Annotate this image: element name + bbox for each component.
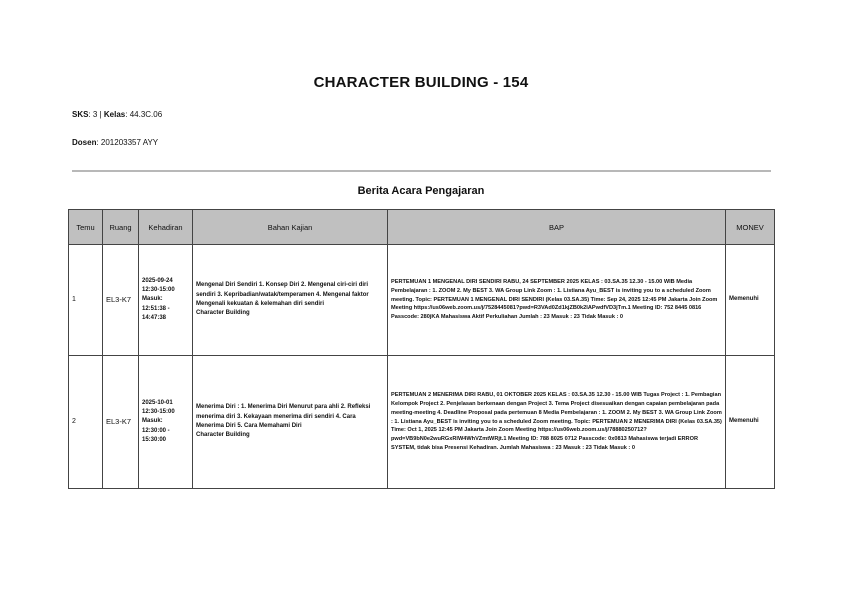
dosen-value: 201203357 AYY [100, 138, 159, 147]
dosen-line: Dosen: 201203357 AYY [72, 138, 159, 147]
kelas-label: Kelas [103, 110, 126, 119]
table-row [69, 245, 775, 356]
bap-table [68, 209, 775, 489]
cell-monev: Memenuhi [726, 245, 775, 356]
cell-bahan-kajian: Menerima Diri : 1. Menerima Diri Menurut para ahli 2. Refleksi menerima diri 3. Kekayaan menerima diri sendiri 4. Cara Menerima Diri 5. Cara Memahami Diri Character Building [193, 356, 388, 489]
column-header-temu: Temu [69, 210, 103, 245]
column-header-bahan-kajian: Bahan Kajian [193, 210, 388, 245]
page-title: CHARACTER BUILDING - 154 [313, 74, 529, 91]
cell-bap: PERTEMUAN 2 MENERIMA DIRI RABU, 01 OKTOBER 2025 KELAS : 03.SA.35 12.30 - 15.00 WIB Tugas Project : 1. Pembagian Kelompok Project 2. Penjelasan berkenaan dengan Project 3. Tema Project disesuaikan dengan capaian pembelajaran pada meeting-meeting 4. Deadline Proposal pada pertemuan 8 Media Pembelajaran : 1. ZOOM 2. My BEST 3. WA Group Link Zoom : 1. Listiana Ayu_BEST is inviting you to a scheduled Zoom meeting. Topic: PERTEMUAN 2 MENERIMA DIRI (Kelas 03.SA.35) Time: Oct 1, 2025 12:45 PM Jakarta Join Zoom Meeting https://us06web.zoom.us/j/78880250712?pwd=VB9bN0e2wuRGxRlW4WhVZmtWRjt.1 Meeting ID: 788 8025 0712 Passcode: 0x0813 Mahasiswa terjadi ERROR SYSTEM, tidak bisa Presensi Kehadiran. Jumlah Mahasiswa : 23 Masuk : 23 Tidak Masuk : 0 [388, 356, 726, 489]
dosen-label: Dosen [72, 138, 97, 147]
cell-bap: PERTEMUAN 1 MENGENAL DIRI SENDIRI RABU, 24 SEPTEMBER 2025 KELAS : 03.SA.35 12.30 - 15.00 WIB Media Pembelajaran : 1. ZOOM 2. My BEST 3. WA Group Link Zoom : 1. Listiana Ayu_BEST is inviting you to a scheduled Zoom meeting. Topic: PERTEMUAN 1 MENGENAL DIRI SENDIRI (Kelas 03.SA.35) Time: Sep 24, 2025 12:45 PM Jakarta Join Zoom Meeting https://us06web.zoom.us/j/7528445081?pwd=R3VAd0Zd1kjZB0k2IAPwdfVD3jTm.1 Meeting ID: 752 8445 0816 Passcode: 280jKA Mahasiswa Aktif Perkuliahan Jumlah : 23 Masuk : 23 Tidak Masuk : 0 [388, 245, 726, 356]
cell-ruang: EL3-K7 [103, 356, 139, 489]
cell-ruang: EL3-K7 [103, 245, 139, 356]
cell-kehadiran: 2025-10-01 12:30-15:00 Masuk: 12:30:00 - 15:30:00 [139, 356, 193, 489]
sks-value: 3 [92, 110, 98, 119]
column-header-monev: MONEV [726, 210, 775, 245]
sks-kelas-line: SKS: 3 | Kelas: 44.3C.06 [72, 110, 163, 119]
cell-temu: 2 [69, 356, 103, 489]
cell-temu: 1 [69, 245, 103, 356]
sks-label: SKS [72, 110, 89, 119]
divider [72, 170, 771, 172]
column-header-ruang: Ruang [103, 210, 139, 245]
kelas-value: 44.3C.06 [129, 110, 163, 119]
section-title: Berita Acara Pengajaran [357, 185, 485, 197]
table-header-row [69, 210, 775, 245]
column-header-kehadiran: Kehadiran [139, 210, 193, 245]
table-row [69, 356, 775, 489]
cell-monev: Memenuhi [726, 356, 775, 489]
cell-bahan-kajian: Mengenal Diri Sendiri 1. Konsep Diri 2. Mengenal ciri-ciri diri sendiri 3. Kepribadian/watak/temperamen 4. Mengenal faktor Mengenali kekuatan & kelemahan diri sendiri Character Building [193, 245, 388, 356]
column-header-bap: BAP [388, 210, 726, 245]
cell-kehadiran: 2025-09-24 12:30-15:00 Masuk: 12:51:38 - 14:47:38 [139, 245, 193, 356]
